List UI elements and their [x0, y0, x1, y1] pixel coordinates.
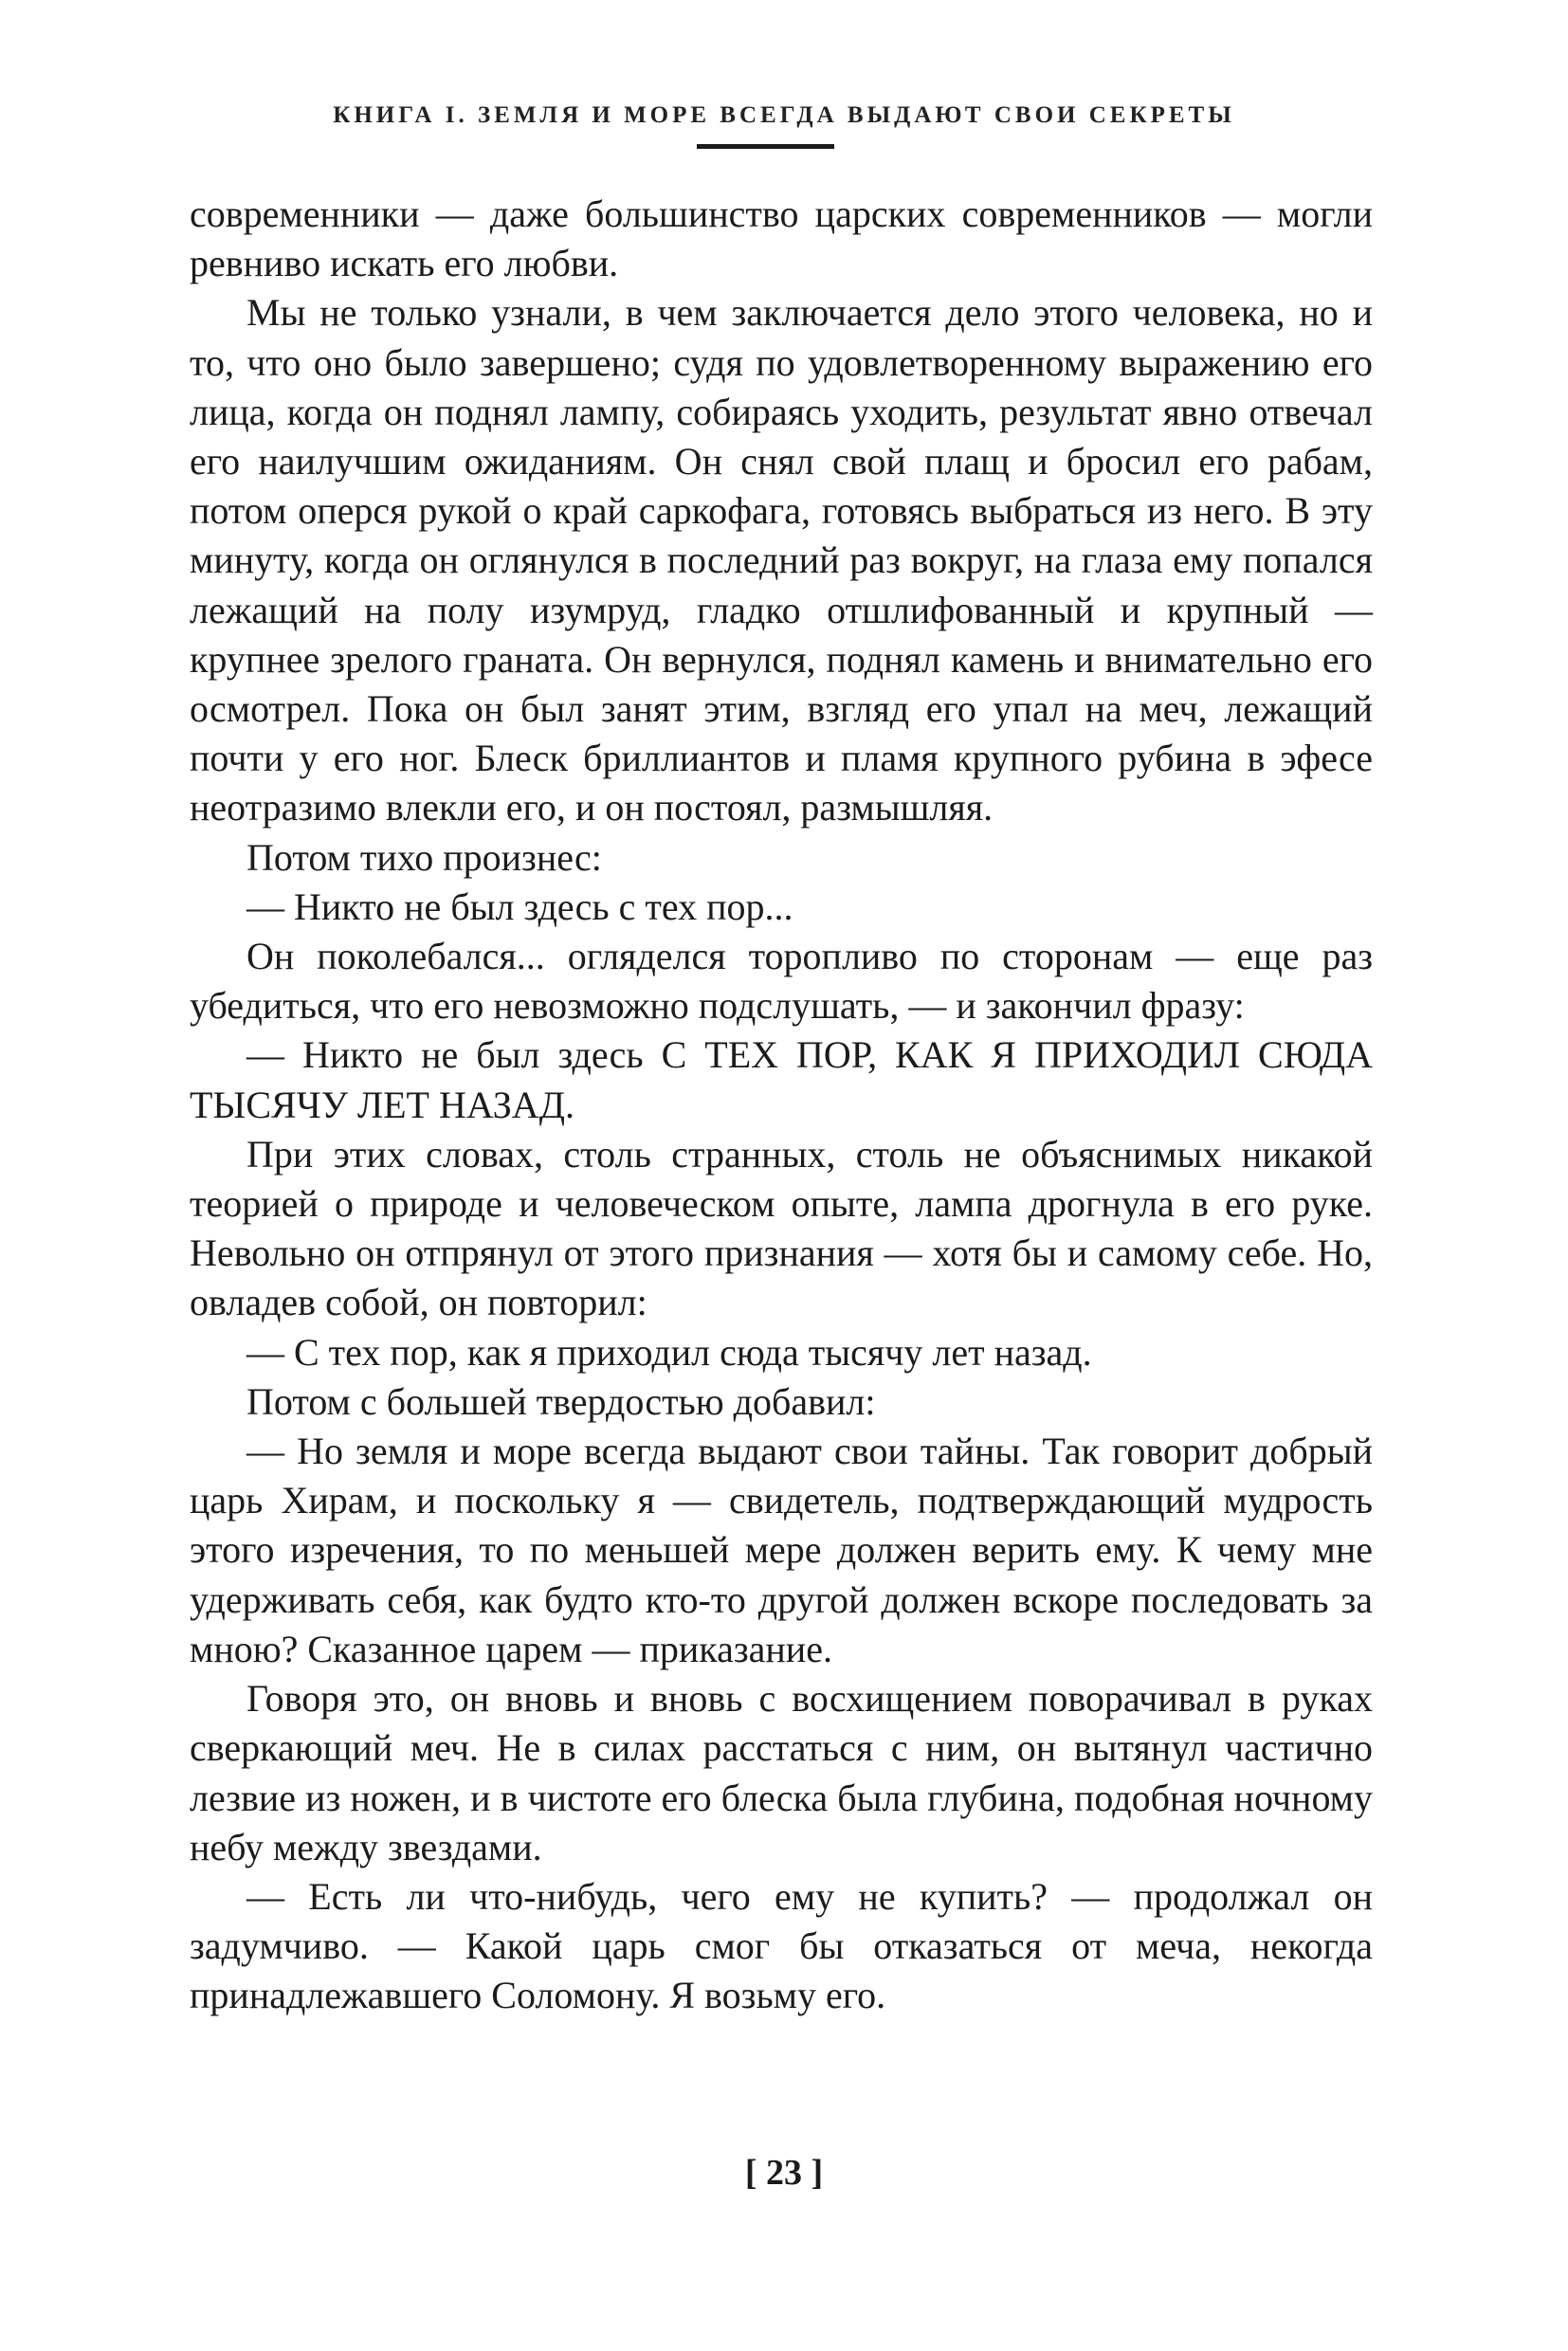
running-head: КНИГА I. ЗЕМЛЯ И МОРЕ ВСЕГДА ВЫДАЮТ СВОИ СЕКРЕТЫ [333, 102, 1235, 128]
dialogue-line: — Никто не был здесь С ТЕХ ПОР, КАК Я ПРИХОДИЛ СЮДА ТЫСЯЧУ ЛЕТ НАЗАД. [190, 1033, 1373, 1126]
running-head-rule [697, 144, 834, 149]
paragraph: Он поколебался... огляделся торопливо по сторонам — еще раз убедиться, что его невозможно подслушать, — и закончил фразу: [190, 935, 1373, 1028]
dialogue-line: — С тех пор, как я приходил сюда тысячу лет назад. [246, 1330, 1092, 1374]
dialogue-line: — Но земля и море всегда выдают свои тайны. Так говорит добрый царь Хирам, и поскольку я — свидетель, подтверждающий мудрость этого изречения, то по меньшей мере должен верить ему. К чему мне удерживать себя, как будто кто-то другой должен вскоре последовать за мною? Сказанное царем — приказание. [190, 1430, 1373, 1670]
body-text [190, 190, 1373, 2021]
paragraph: Потом тихо произнес: [246, 835, 602, 879]
paragraph: современники — даже большинство царских современников — могли ревниво искать его любви. [190, 192, 1373, 285]
paragraph: Потом с большей твердостью добавил: [246, 1379, 876, 1423]
paragraph: При этих словах, столь странных, столь не объяснимых никакой теорией о природе и человеческом опыте, лампа дрогнула в его руке. Невольно он отпрянул от этого признания — хотя бы и самому себе. Но, овладев собой, он повторил: [190, 1132, 1373, 1324]
paragraph: Говоря это, он вновь и вновь с восхищением поворачивал в руках сверкающий меч. Не в силах расстаться с ним, он вытянул частично лезвие из ножен, и в чистоте его блеска была глубина, подобная ночному небу между звездами. [190, 1677, 1373, 1868]
paragraph: Мы не только узнали, в чем заключается дело этого человека, но и то, что оно было завершено; судя по удовлетворенному выражению его лица, когда он поднял лампу, собираясь уходить, результат явно отвечал его наилучшим ожиданиям. Он снял свой плащ и бросил его рабам, потом оперся рукой о край саркофага, готовясь выбраться из него. В эту минуту, когда он оглянулся в последний раз вокруг, на глаза ему попался лежащий на полу изумруд, гладко отшлифованный и крупный — крупнее зрелого граната. Он вернулся, поднял камень и внимательно его осмотрел. Пока он был занят этим, взгляд его упал на меч, лежащий почти у его ног. Блеск бриллиантов и пламя крупного рубина в эфесе неотразимо влекли его, и он постоял, размышляя. [190, 291, 1373, 829]
dialogue-line: — Никто не был здесь с тех пор... [246, 884, 793, 928]
page-number: [ 23 ] [744, 2153, 824, 2193]
dialogue-line: — Есть ли что-нибудь, чего ему не купить? — продолжал он задумчиво. — Какой царь смог бы отказаться от меча, некогда принадлежавшего Соломону. Я возьму его. [190, 1874, 1373, 2017]
